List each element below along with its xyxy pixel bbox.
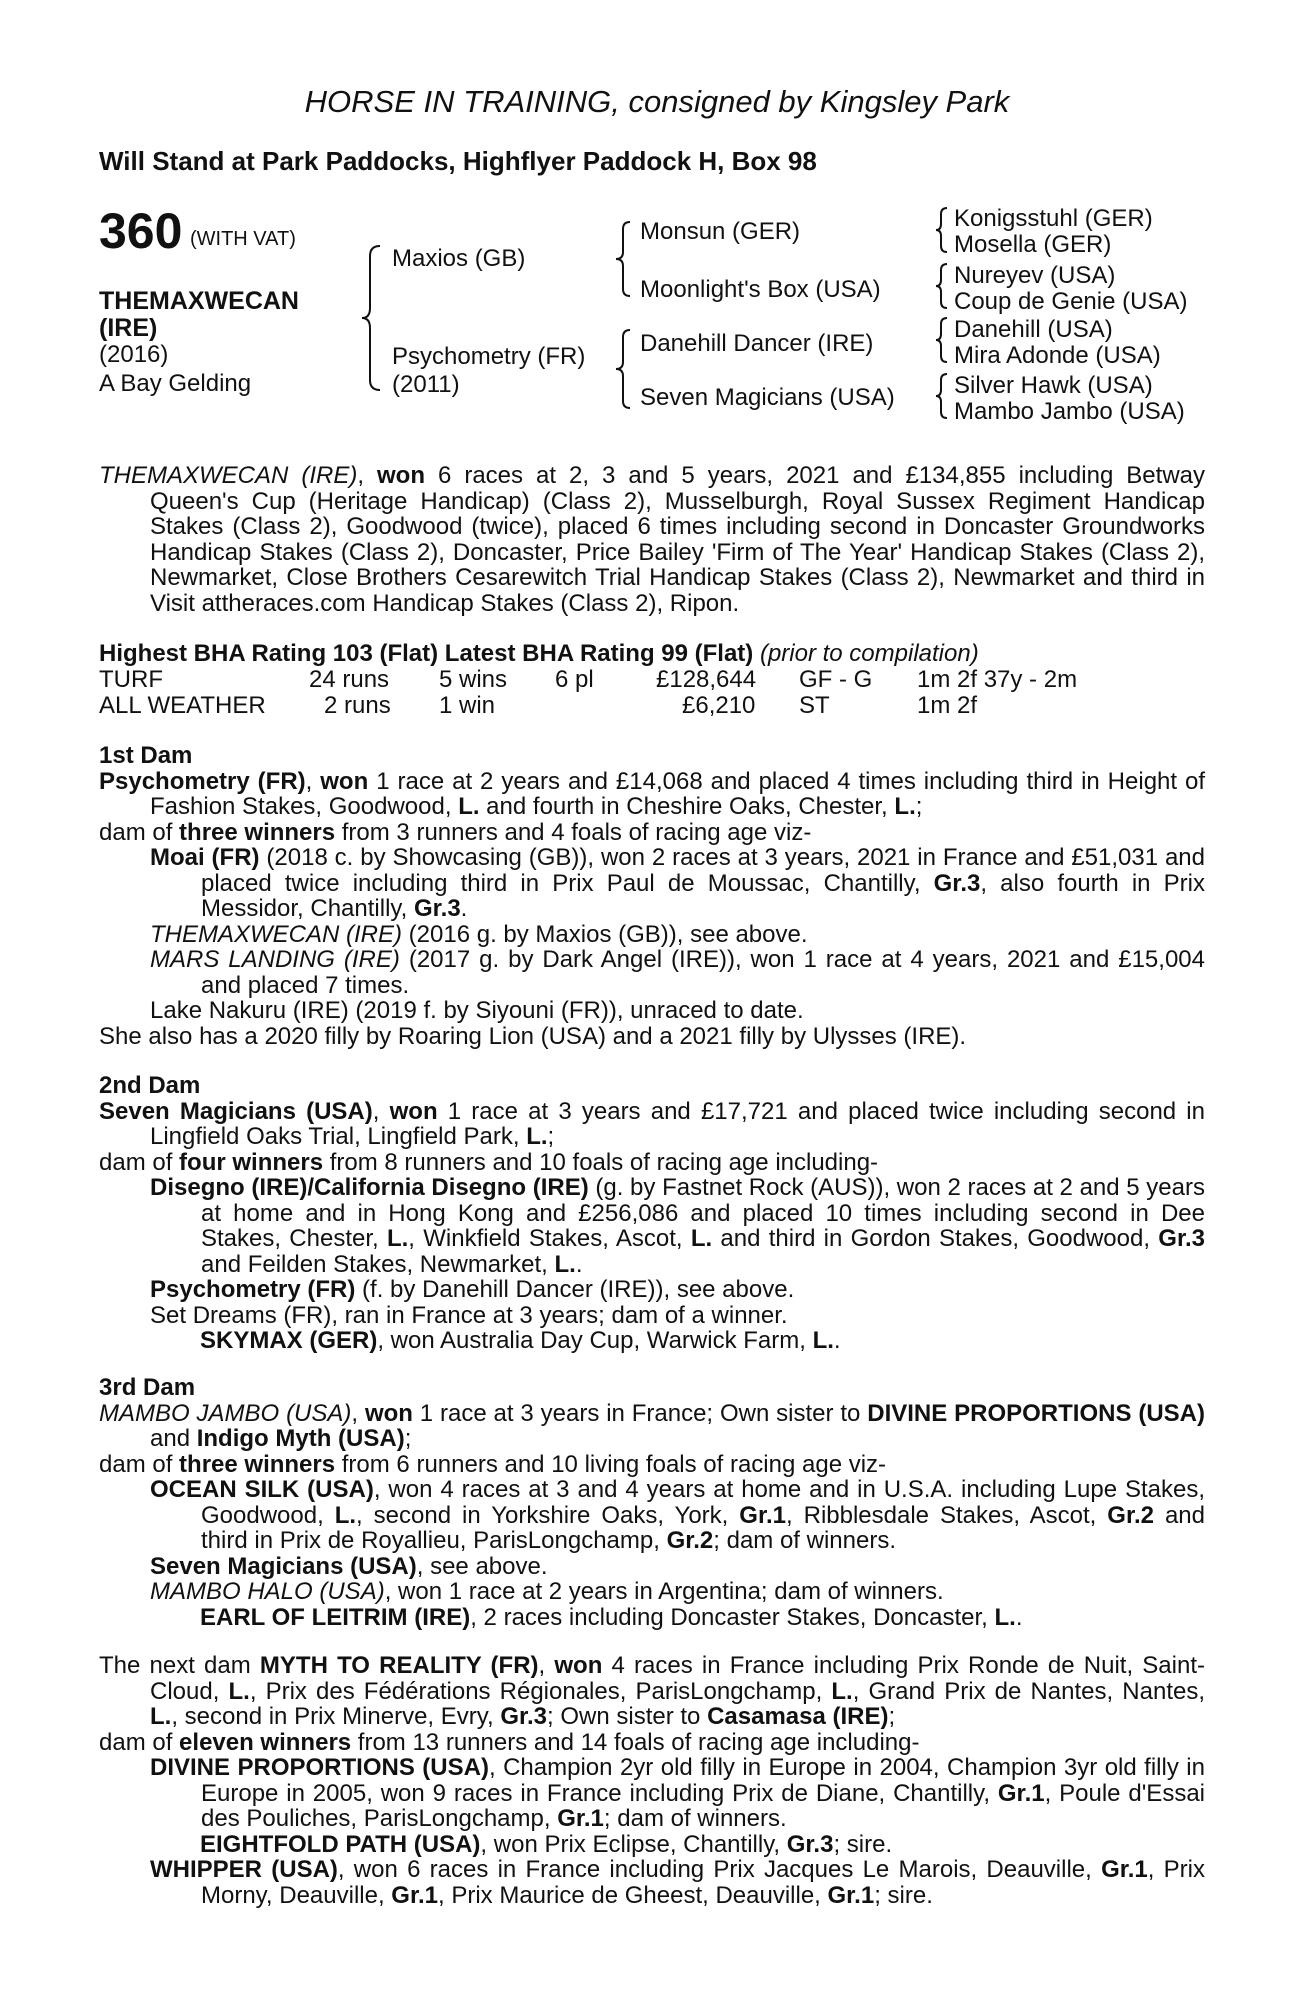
text: (g. by Fastnet Rock (AUS)), won 2 races at 2 and 5 years at home and in Hong Kong and £256,086 and placed 10 times including second in Dee Stakes, Chester,: [201, 1174, 1205, 1252]
sister-divine: DIVINE PROPORTIONS (USA): [867, 1399, 1205, 1427]
text: , Winkfield Stakes, Ascot,: [408, 1225, 691, 1252]
ratings-heading-line: [99, 640, 979, 668]
produce-mambo-halo: MAMBO HALO (USA): [150, 1578, 385, 1605]
text: , won 6 races in France including Prix Jacques Le Marois, Deauville,: [337, 1856, 1102, 1883]
text: , won 1 race at 2 years in Argentina; dam of winners.: [384, 1578, 944, 1605]
text: , also fourth in Prix Messidor, Chantilly,: [201, 869, 1205, 922]
rating-prize: £6,210: [682, 692, 756, 719]
rating-prize: £128,644: [656, 666, 757, 693]
text: ; dam of winners.: [603, 1805, 787, 1832]
text: ; sire.: [833, 1830, 893, 1858]
produce-moai: Moai (FR): [150, 844, 260, 871]
pedigree-sire: Maxios (GB): [392, 245, 526, 272]
produce-set-dreams: Set Dreams (FR), ran in France at 3 years; dam of a winner.: [150, 1301, 788, 1329]
pedigree-dam: Psychometry (FR): [392, 343, 586, 370]
listed-mark: L.: [150, 1703, 172, 1730]
third-dam-heading: 3rd Dam: [99, 1374, 196, 1401]
summary-horse-name: THEMAXWECAN (IRE): [99, 462, 358, 489]
group-mark: Gr.3: [786, 1830, 834, 1858]
text: .: [1015, 1603, 1023, 1631]
pedigree-ddd: Mambo Jambo (USA): [954, 398, 1185, 425]
produce-divine-proportions: DIVINE PROPORTIONS (USA): [150, 1754, 489, 1781]
produce-skymax: SKYMAX (GER): [200, 1327, 378, 1354]
pedigree-brace-ss: [934, 206, 950, 254]
winners-count: four winners: [179, 1148, 324, 1176]
text: dam of: [99, 1148, 180, 1176]
text: , Prix Morny, Deauville,: [201, 1856, 1206, 1909]
won-label: won: [364, 1399, 413, 1427]
first-dam-also: She also has a 2020 filly by Roaring Lion (USA) and a 2021 filly by Ulysses (IRE).: [99, 1022, 967, 1050]
first-dam-heading: 1st Dam: [99, 742, 193, 769]
pedigree-dsd: Mira Adonde (USA): [954, 342, 1161, 369]
rating-distance: 1m 2f: [917, 692, 978, 719]
group-mark: Gr.1: [1101, 1856, 1148, 1883]
text: , won Australia Day Cup, Warwick Farm,: [377, 1327, 813, 1354]
text: from 3 runners and 4 foals of racing age viz-: [335, 818, 812, 846]
fourth-dam-section: [99, 1653, 1205, 1908]
produce-themaxwecan: THEMAXWECAN (IRE): [150, 920, 402, 948]
winners-count: three winners: [179, 1450, 336, 1478]
pedigree-sire-dam: Moonlight's Box (USA): [640, 276, 881, 303]
listed-mark: L.: [386, 1225, 409, 1252]
won-label: won: [320, 767, 369, 795]
winners-count: eleven winners: [179, 1728, 352, 1756]
lot-number: 360: [99, 203, 183, 259]
listed-mark: L.: [894, 793, 916, 820]
rating-distance: 1m 2f 37y - 2m: [917, 666, 1078, 693]
produce-lake-nakuru: Lake Nakuru (IRE) (2019 f. by Siyouni (FR)), unraced to date.: [150, 997, 804, 1024]
produce-psychometry: Psychometry (FR): [150, 1276, 356, 1303]
text: .: [575, 1250, 583, 1278]
text: , Grand Prix de Nantes, Nantes,: [852, 1677, 1205, 1705]
text: , Prix Maurice de Gheest, Deauville,: [438, 1881, 828, 1909]
consignor-title: HORSE IN TRAINING, consigned by Kingsley Park: [304, 84, 1010, 119]
text: , 2 races including Doncaster Stakes, Doncaster,: [470, 1603, 995, 1631]
text: ;: [888, 1703, 896, 1730]
third-dam-section: 3rd Dam MAMBO JAMBO (USA), won 1 race at 3 years in France; Own sister to DIVINE PROPORTIONS (USA) and Indigo Myth (USA); dam of three winners from 6 runners and 10 living foals of racing age viz- OCEAN SILK (USA), won 4 races at 3 and 4 years at home and in U.S.A. including Lupe Stakes, Goodwood, L., second in Yorkshire Oaks, York, Gr.1, Ribblesdale Stakes, Ascot, Gr.2 and third in Prix de Royallieu, ParisLongchamp, Gr.2; dam of winners. Seven Magicians (USA), see above. MAMBO HALO (USA), won 1 race at 2 years in Argentina; dam of winners. EARL OF LEITRIM (IRE), 2 races including Doncaster Stakes, Doncaster, L..: [99, 1374, 1205, 1631]
third-dam-name: MAMBO JAMBO (USA): [99, 1399, 352, 1427]
produce-earl-of-leitrim: EARL OF LEITRIM (IRE): [200, 1603, 471, 1631]
second-dam-heading: 2nd Dam: [99, 1072, 201, 1099]
group-mark: Gr.3: [1158, 1225, 1205, 1252]
pedigree-sdd: Coup de Genie (USA): [954, 288, 1188, 315]
listed-mark: L.: [812, 1327, 834, 1354]
listed-mark: L.: [334, 1501, 357, 1529]
text: and: [150, 1425, 197, 1452]
rating-wins: 1 win: [439, 692, 496, 719]
group-mark: Gr.1: [391, 1881, 438, 1909]
text: ; sire.: [874, 1881, 933, 1909]
won-label: won: [389, 1097, 438, 1125]
text: ;: [404, 1425, 412, 1452]
pedigree-brace-sire: [614, 220, 634, 298]
text: ; dam of winners.: [713, 1527, 897, 1554]
group-mark: Gr.2: [666, 1527, 714, 1554]
fourth-dam-name: MYTH TO REALITY (FR): [259, 1652, 539, 1679]
summary-text: 6 races at 2, 3 and 5 years, 2021 and £134,855 including Betway Queen's Cup (Heritage Handicap) (Class 2), Musselburgh, Royal Sussex Regiment Handicap Stakes (Class 2), Goodwood (twice), placed 6 times including second in Doncaster Groundworks Handicap Stakes (Class 2), Doncaster, Price Bailey 'Firm of The Year' Handicap Stakes (Class 2), Newmarket, Close Brothers Cesarewitch Trial Handicap Stakes (Class 2), Newmarket and third in Visit attheraces.com Handicap Stakes (Class 2), Ripon.: [150, 462, 1206, 617]
pedigree-brace-ds: [934, 316, 950, 364]
ratings-note: (prior to compilation): [759, 640, 979, 667]
listed-mark: L.: [554, 1250, 576, 1278]
text: and fourth in Cheshire Oaks, Chester,: [479, 793, 895, 820]
first-dam-section: 1st Dam Psychometry (FR), won 1 race at 2 years and £14,068 and placed 4 times including third in Height of Fashion Stakes, Goodwood, L. and fourth in Cheshire Oaks, Chester, L.; dam of three winners from 3 runners and 4 foals of racing age viz- Moai (FR) (2018 c. by Showcasing (GB)), won 2 races at 3 years, 2021 in France and £51,031 and placed twice including third in Prix Paul de Moussac, Chantilly, Gr.3, also fourth in Prix Messidor, Chantilly, Gr.3. THEMAXWECAN (IRE) (2016 g. by Maxios (GB)), see above. MARS LANDING (IRE) (2017 g. by Dark Angel (IRE)), won 1 race at 4 years, 2021 and £15,004 and placed 7 times. Lake Nakuru (IRE) (2019 f. by Siyouni (FR)), unraced to date. She also has a 2020 filly by Roaring Lion (USA) and a 2021 filly by Ulysses (IRE).: [99, 742, 1206, 1050]
won-label: won: [554, 1652, 603, 1679]
rating-placed: 6 pl: [555, 666, 594, 693]
second-dam-name: Seven Magicians (USA): [99, 1097, 373, 1125]
text: dam of: [99, 818, 180, 846]
text: ;: [915, 793, 923, 820]
pedigree-dam-sire: Danehill Dancer (IRE): [640, 330, 874, 357]
second-dam-section: 2nd Dam Seven Magicians (USA), won 1 race at 3 years and £17,721 and placed twice including second in Lingfield Oaks Trial, Lingfield Park, L.; dam of four winners from 8 runners and 10 foals of racing age including- Disegno (IRE)/California Disegno (IRE) (g. by Fastnet Rock (AUS)), won 2 races at 2 and 5 years at home and in Hong Kong and £256,086 and placed 10 times including second in Dee Stakes, Chester, L., Winkfield Stakes, Ascot, L. and third in Gordon Stakes, Goodwood, Gr.3 and Feilden Stakes, Newmarket, L.. Psychometry (FR) (f. by Danehill Dancer (IRE)), see above. Set Dreams (FR), ran in France at 3 years; dam of a winner. SKYMAX (GER), won Australia Day Cup, Warwick Farm, L..: [99, 1072, 1205, 1354]
listed-mark: L.: [690, 1225, 713, 1252]
pedigree-dds: Silver Hawk (USA): [954, 372, 1153, 399]
text: , Ribblesdale Stakes, Ascot,: [786, 1501, 1108, 1529]
group-mark: Gr.1: [557, 1805, 604, 1832]
rating-going: ST: [799, 692, 830, 719]
ratings-heading: Highest BHA Rating 103 (Flat) Latest BHA Rating 99 (Flat): [99, 640, 754, 667]
text: .: [833, 1327, 841, 1354]
text: , won Prix Eclipse, Chantilly,: [480, 1830, 787, 1858]
ratings-row-turf: [99, 666, 1209, 694]
group-mark: Gr.1: [739, 1501, 786, 1529]
listed-mark: L.: [526, 1123, 548, 1150]
produce-mars-landing: MARS LANDING (IRE): [150, 946, 400, 973]
pedigree-dam-dam: Seven Magicians (USA): [640, 384, 895, 411]
group-mark: Gr.2: [1107, 1501, 1154, 1529]
text: and third in Gordon Stakes, Goodwood,: [712, 1225, 1159, 1252]
produce-eightfold-path: EIGHTFOLD PATH (USA): [200, 1830, 481, 1858]
text: dam of: [99, 1450, 180, 1478]
text: from 13 runners and 14 foals of racing age including-: [351, 1728, 920, 1756]
text: ;: [547, 1123, 555, 1150]
group-mark: Gr.3: [933, 869, 981, 897]
pedigree-dam-year: (2011): [392, 371, 460, 398]
text: ,: [538, 1652, 555, 1679]
text: 1 race at 3 years in France; Own sister to: [412, 1399, 868, 1427]
sister-casamasa: Casamasa (IRE): [707, 1703, 889, 1730]
group-mark: Gr.1: [827, 1881, 875, 1909]
vat-note: (WITH VAT): [190, 228, 296, 250]
text: (f. by Danehill Dancer (IRE)), see above.: [355, 1276, 795, 1303]
text: , second in Prix Minerve, Evry,: [171, 1703, 501, 1730]
pedigree-brace-first-generation: [360, 244, 384, 392]
text: 1 race at 3 years and £17,721 and placed twice including second in Lingfield Oaks Trial, Lingfield Park,: [150, 1097, 1205, 1150]
pedigree-dss: Danehill (USA): [954, 316, 1113, 343]
horse-year: (2016): [99, 341, 169, 368]
text: from 6 runners and 10 living foals of racing age viz-: [335, 1450, 887, 1478]
horse-description: A Bay Gelding: [99, 370, 252, 397]
text: The next dam: [99, 1652, 260, 1679]
rating-surface: TURF: [99, 666, 163, 693]
summary-won: won: [377, 462, 425, 489]
rating-wins: 5 wins: [439, 666, 508, 693]
listed-mark: L.: [994, 1603, 1016, 1631]
listed-mark: L.: [831, 1677, 853, 1705]
stand-location: Will Stand at Park Paddocks, Highflyer Paddock H, Box 98: [99, 146, 817, 176]
text: (2018 c. by Showcasing (GB)), won 2 races at 3 years, 2021 in France and £51,031 and placed twice including third in Prix Paul de Moussac, Chantilly,: [201, 844, 1206, 897]
pedigree-brace-dd: [934, 372, 950, 420]
winners-count: three winners: [179, 818, 336, 846]
produce-whipper: WHIPPER (USA): [150, 1856, 338, 1883]
pedigree-brace-dam: [614, 328, 634, 410]
listed-mark: L.: [458, 793, 480, 820]
rating-runs: 2 runs: [324, 692, 391, 719]
pedigree-brace-sd: [934, 262, 950, 310]
text: 4 races in France including Prix Ronde de Nuit, Saint-Cloud,: [150, 1652, 1205, 1705]
produce-disegno: Disegno (IRE)/California Disegno (IRE): [150, 1174, 589, 1201]
text: , see above.: [416, 1552, 548, 1580]
pedigree-sire-sire: Monsun (GER): [640, 218, 801, 245]
text: 1 race at 2 years and £14,068 and placed 4 times including third in Height of Fashion Stakes, Goodwood,: [150, 767, 1206, 820]
produce-ocean-silk: OCEAN SILK (USA): [150, 1476, 374, 1503]
text: and Feilden Stakes, Newmarket,: [201, 1250, 555, 1278]
group-mark: Gr.3: [500, 1703, 548, 1730]
text: , Champion 2yr old filly in Europe in 2004, Champion 3yr old filly in Europe in 2005, won 9 races in France including Prix de Diane, Chantilly,: [201, 1754, 1205, 1807]
rating-surface: ALL WEATHER: [99, 692, 266, 719]
horse-name: THEMAXWECAN (IRE): [99, 287, 299, 342]
pedigree-sss: Konigsstuhl (GER): [954, 205, 1153, 232]
racing-summary: THEMAXWECAN (IRE), won 6 races at 2, 3 and 5 years, 2021 and £134,855 including Betway Queen's Cup (Heritage Handicap) (Class 2), Musselburgh, Royal Sussex Regiment Handicap Stakes (Class 2), Goodwood (twice), placed 6 times including second in Doncaster Groundworks Handicap Stakes (Class 2), Doncaster, Price Bailey 'Firm of The Year' Handicap Stakes (Class 2), Newmarket, Close Brothers Cesarewitch Trial Handicap Stakes (Class 2), Newmarket and third in Visit attheraces.com Handicap Stakes (Class 2), Ripon.: [99, 462, 1206, 617]
first-dam-name: Psychometry (FR): [99, 767, 306, 795]
text: , second in Yorkshire Oaks, York,: [356, 1501, 740, 1529]
rating-going: GF - G: [799, 666, 873, 693]
group-mark: Gr.3: [413, 895, 461, 922]
rating-runs: 24 runs: [309, 666, 390, 693]
listed-mark: L.: [228, 1677, 250, 1705]
text: .: [460, 895, 468, 922]
pedigree-sds: Nureyev (USA): [954, 262, 1116, 289]
text: dam of: [99, 1728, 180, 1756]
pedigree-ssd: Mosella (GER): [954, 231, 1112, 258]
produce-seven-magicians: Seven Magicians (USA): [150, 1552, 417, 1580]
text: (2016 g. by Maxios (GB)), see above.: [402, 920, 808, 948]
text: , Poule d'Essai des Pouliches, ParisLongchamp,: [201, 1779, 1205, 1832]
sister-indigo: Indigo Myth (USA): [196, 1425, 405, 1452]
text: from 8 runners and 10 foals of racing age including-: [323, 1148, 879, 1176]
text: (2017 g. by Dark Angel (IRE)), won 1 race at 4 years, 2021 and £15,004 and placed 7 times.: [201, 946, 1205, 999]
text: , Prix des Fédérations Régionales, ParisLongchamp,: [249, 1677, 832, 1705]
ratings-row-all-weather: [99, 692, 1209, 720]
group-mark: Gr.1: [997, 1779, 1045, 1807]
text: , won 4 races at 3 and 4 years at home and in U.S.A. including Lupe Stakes, Goodwood,: [201, 1476, 1205, 1529]
text: and third in Prix de Royallieu, ParisLongchamp,: [201, 1501, 1205, 1554]
text: ; Own sister to: [547, 1703, 708, 1730]
